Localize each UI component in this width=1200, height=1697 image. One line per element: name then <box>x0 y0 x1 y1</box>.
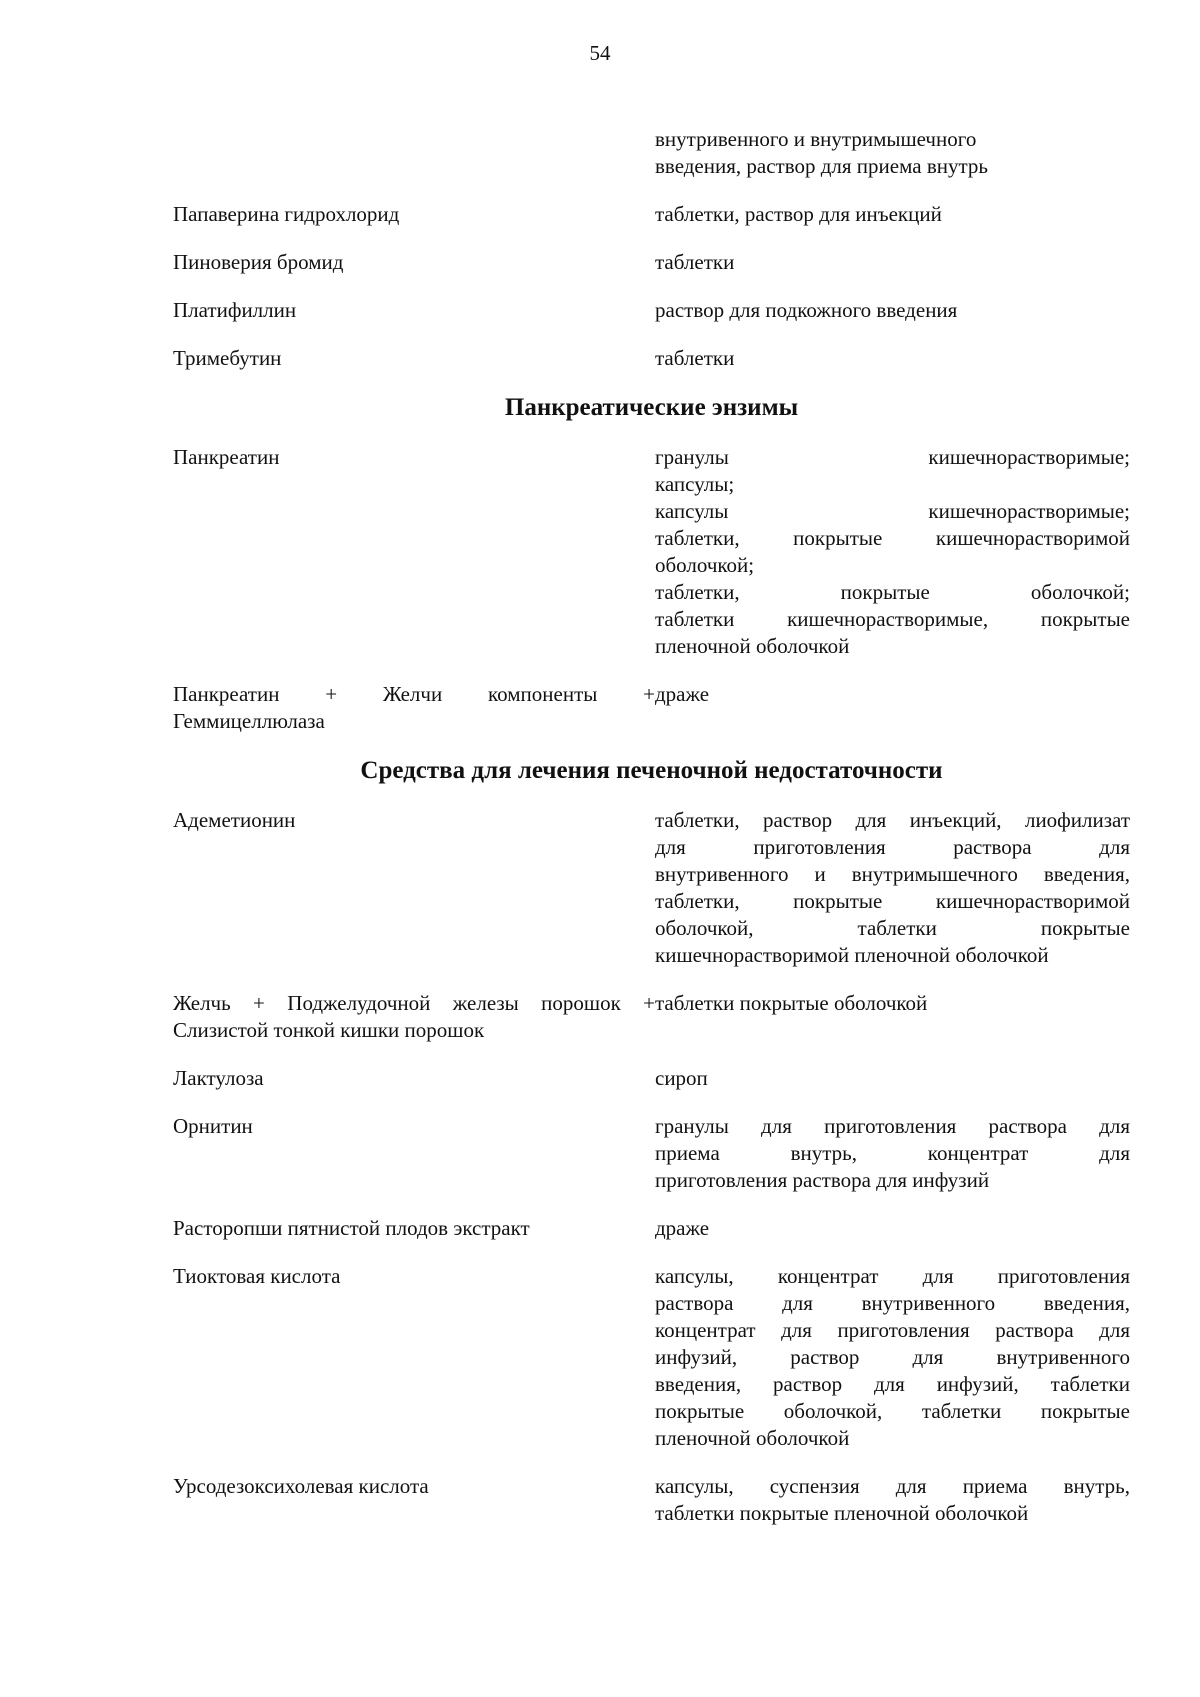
form-line: кишечнорастворимой пленочной оболочкой <box>655 943 1049 967</box>
drug-line: Геммицеллюлаза <box>173 709 325 733</box>
drug-name: Адеметионин <box>173 808 296 832</box>
list-item <box>173 1113 1130 1194</box>
form-line: гранулы для приготовления раствора для <box>655 1114 1130 1138</box>
dosage-form <box>655 1473 1130 1527</box>
drug-name <box>173 990 655 1044</box>
dosage-form <box>655 1113 1130 1194</box>
dosage-form: драже <box>655 682 710 706</box>
form-line: внутривенного и внутримышечного введения, <box>655 862 1130 886</box>
list-item <box>173 1473 1130 1527</box>
list-item <box>173 1263 1130 1452</box>
dosage-form <box>655 444 1130 660</box>
form-line: таблетки кишечнорастворимые, покрытые <box>655 607 1130 631</box>
drug-name <box>173 126 655 180</box>
section-title-liver-failure: Средства для лечения печеночной недостаточности <box>360 757 943 784</box>
form-line: пленочной оболочкой <box>655 634 850 658</box>
form-line: раствора для внутривенного введения, <box>655 1291 1130 1315</box>
form-line: капсулы, суспензия для приема внутрь, <box>655 1474 1130 1498</box>
dosage-form: таблетки <box>655 346 735 370</box>
dosage-form: таблетки покрытые оболочкой <box>655 991 928 1015</box>
dosage-form <box>655 807 1130 969</box>
form-line: покрытые оболочкой, таблетки покрытые <box>655 1399 1130 1423</box>
form-line: оболочкой; <box>655 553 755 577</box>
page-number: 54 <box>589 41 611 65</box>
list-item <box>173 1215 1130 1242</box>
drug-line: Слизистой тонкой кишки порошок <box>173 1018 485 1042</box>
drug-name: Платифиллин <box>173 298 297 322</box>
form-line: внутривенного и внутримышечного <box>655 127 977 151</box>
form-line: капсулы кишечнорастворимые; <box>655 499 1130 523</box>
dosage-form: раствор для подкожного введения <box>655 298 958 322</box>
form-line: приема внутрь, концентрат для <box>655 1141 1130 1165</box>
form-line: инфузий, раствор для внутривенного <box>655 1345 1130 1369</box>
form-line: таблетки, покрытые кишечнорастворимой <box>655 889 1130 913</box>
form-line: концентрат для приготовления раствора для <box>655 1318 1130 1342</box>
continuation-row <box>173 126 1130 180</box>
list-item <box>173 345 1130 372</box>
dosage-form: таблетки <box>655 250 735 274</box>
form-line: для приготовления раствора для <box>655 835 1130 859</box>
drug-name <box>173 681 655 735</box>
list-item <box>173 249 1130 276</box>
form-line: капсулы; <box>655 472 735 496</box>
list-item <box>173 297 1130 324</box>
form-line: приготовления раствора для инфузий <box>655 1168 990 1192</box>
list-item <box>173 990 1130 1044</box>
dosage-form: драже <box>655 1216 710 1240</box>
drug-name: Урсодезоксихолевая кислота <box>173 1474 429 1498</box>
list-item <box>173 201 1130 228</box>
form-line: таблетки покрытые пленочной оболочкой <box>655 1501 1029 1525</box>
form-line: оболочкой, таблетки покрытые <box>655 916 1130 940</box>
list-item <box>173 1065 1130 1092</box>
drug-name: Орнитин <box>173 1114 253 1138</box>
form-line: капсулы, концентрат для приготовления <box>655 1264 1130 1288</box>
drug-list <box>173 126 1130 1548</box>
form-line: таблетки, раствор для инъекций, лиофилизат <box>655 808 1130 832</box>
drug-line: Панкреатин + Желчи компоненты + <box>173 682 655 706</box>
section-title-pancreatic-enzymes: Панкреатические энзимы <box>504 394 799 421</box>
drug-name: Панкреатин <box>173 445 280 469</box>
form-line: таблетки, покрытые оболочкой; <box>655 580 1130 604</box>
form-line: пленочной оболочкой <box>655 1426 850 1450</box>
form-line: введения, раствор для инфузий, таблетки <box>655 1372 1130 1396</box>
dosage-form: сироп <box>655 1066 708 1090</box>
form-line: гранулы кишечнорастворимые; <box>655 445 1130 469</box>
dosage-form: таблетки, раствор для инъекций <box>655 202 942 226</box>
list-item <box>173 681 1130 735</box>
drug-name: Папаверина гидрохлорид <box>173 202 400 226</box>
drug-name: Лактулоза <box>173 1066 264 1090</box>
drug-name: Расторопши пятнистой плодов экстракт <box>173 1216 530 1240</box>
form-line: введения, раствор для приема внутрь <box>655 154 988 178</box>
drug-name: Тиоктовая кислота <box>173 1264 341 1288</box>
dosage-form <box>655 126 1130 180</box>
dosage-form <box>655 1263 1130 1452</box>
form-line: таблетки, покрытые кишечнорастворимой <box>655 526 1130 550</box>
drug-name: Тримебутин <box>173 346 282 370</box>
list-item <box>173 444 1130 660</box>
drug-name: Пиноверия бромид <box>173 250 344 274</box>
drug-line: Желчь + Поджелудочной железы порошок + <box>173 991 655 1015</box>
list-item <box>173 807 1130 969</box>
